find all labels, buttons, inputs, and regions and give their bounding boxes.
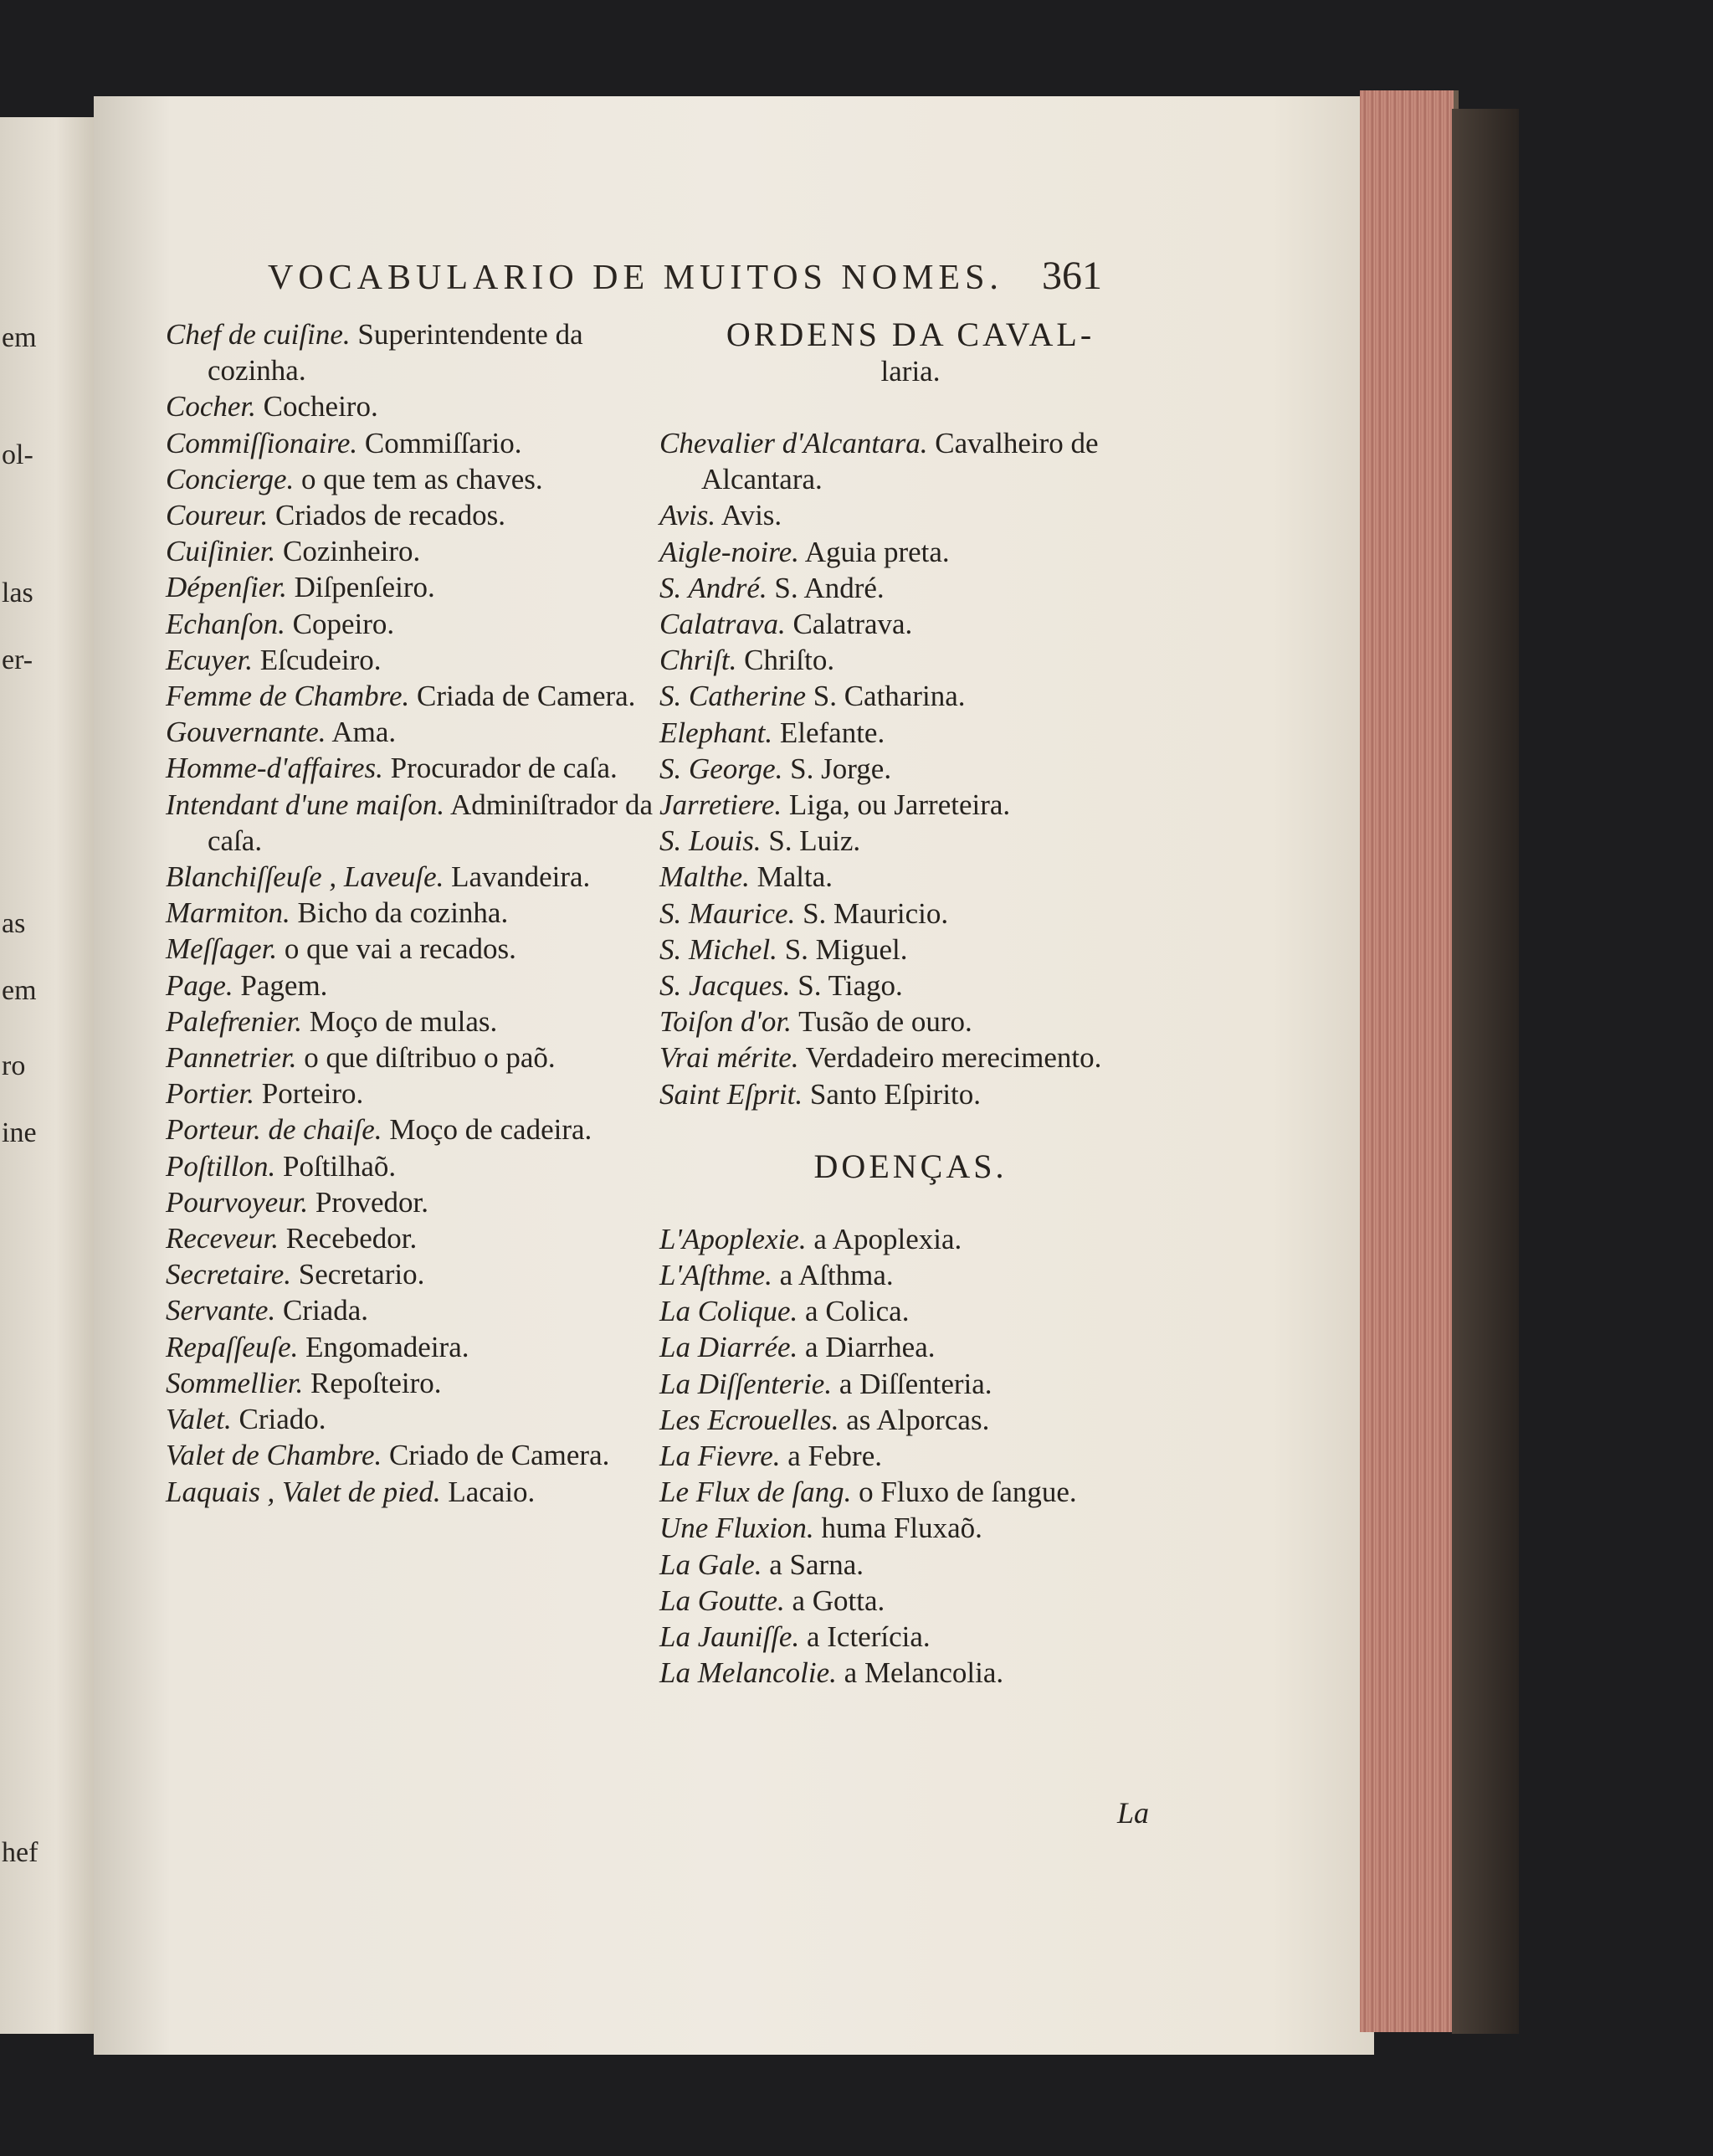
vocabulary-entry [659,1329,1162,1365]
vocabulary-entry [659,425,1162,497]
portuguese-term: S. Jorge. [790,752,892,785]
vocabulary-entry [659,1221,1162,1257]
french-term: S. Louis. [659,824,762,858]
vocabulary-entry [659,642,1162,678]
french-term: Gouvernante. [166,716,326,749]
vocabulary-entry [166,678,659,714]
portuguese-term: Moço de mulas. [309,1004,498,1038]
portuguese-term: Pagem. [240,968,328,1002]
french-term: Blanchiſſeuſe , Laveuſe. [166,860,444,894]
vocabulary-entry [659,1474,1162,1510]
vocabulary-entry [166,1220,659,1256]
french-term: Les Ecrouelles. [659,1403,839,1436]
french-term: Portier. [166,1077,254,1111]
vocabulary-entry [659,606,1162,642]
doencas-list [659,1221,1162,1691]
vocabulary-entry [166,606,659,642]
vocabulary-entry [166,316,659,388]
portuguese-term: Superintendente da cozinha. [208,318,583,388]
portuguese-term: o Fluxo de ſangue. [859,1476,1077,1509]
french-term: Repaſſeuſe. [166,1330,299,1363]
vocabulary-entry [166,461,659,497]
facing-page-fragment: as [2,908,26,939]
french-term: Palefrenier. [166,1004,302,1038]
portuguese-term: Lacaio. [448,1475,536,1508]
portuguese-term: Eſcudeiro. [259,643,382,676]
french-term: Commiſſionaire. [166,426,358,459]
vocabulary-entry [659,896,1162,932]
portuguese-term: Criada de Camera. [417,680,636,713]
french-term: Toiſon d'or. [659,1005,792,1039]
french-term: La Jauniſſe. [659,1620,800,1654]
facing-page-fragment: em [2,322,37,353]
vocabulary-entry [659,932,1162,968]
ordens-list [659,425,1162,1112]
french-term: Homme-d'affaires. [166,752,383,785]
left-column [166,316,659,1510]
vocabulary-entry [166,1474,659,1510]
vocabulary-entry [166,1256,659,1292]
vocabulary-entry [659,678,1162,714]
facing-page-fragment: ol- [2,439,33,470]
vocabulary-entry [659,1293,1162,1329]
vocabulary-entry [166,1401,659,1437]
french-term: La Fievre. [659,1440,781,1473]
french-term: Malthe. [659,860,750,894]
portuguese-term: a Apoplexia. [813,1222,962,1255]
vocabulary-entry [659,1040,1162,1075]
french-term: Une Fluxion. [659,1512,814,1545]
portuguese-term: Recebedor. [285,1222,418,1255]
french-term: La Colique. [659,1295,798,1328]
portuguese-term: Avis. [721,499,782,532]
vocabulary-entry [166,533,659,569]
portuguese-term: Criado. [238,1403,326,1436]
french-term: La Diarrée. [659,1331,798,1364]
french-term: S. Jacques. [659,969,791,1003]
portuguese-term: Procurador de caſa. [390,752,618,785]
portuguese-term: Criado de Camera. [389,1439,610,1472]
vocabulary-entry [166,895,659,931]
portuguese-term: S. Mauricio. [803,896,949,930]
portuguese-term: Elefante. [779,716,885,749]
french-term: Chevalier d'Alcantara. [659,427,928,459]
portuguese-term: Porteiro. [261,1077,364,1111]
portuguese-term: as Alporcas. [846,1403,990,1436]
french-term: Intendant d'une maiſon. [166,788,445,821]
french-term: Chriſt. [659,644,737,677]
french-term: Meſſager. [166,932,278,966]
french-term: Valet. [166,1403,232,1436]
facing-page-fragment: hef [2,1837,38,1868]
vocabulary-entry [166,1004,659,1040]
facing-page-fragment: ine [2,1117,37,1148]
vocabulary-entry [659,823,1162,859]
french-term: Porteur. de chaiſe. [166,1113,382,1147]
portuguese-term: Repoſteiro. [310,1366,442,1399]
facing-page-fragment: las [2,578,33,608]
french-term: Le Flux de ſang. [659,1476,852,1509]
french-term: Dépenſier. [166,571,287,604]
vocabulary-entry [166,1040,659,1075]
vocabulary-entry [166,787,659,859]
french-term: La Diſſenterie. [659,1367,833,1400]
portuguese-term: huma Fluxaõ. [821,1512,982,1545]
portuguese-term: Tusão de ouro. [798,1005,972,1039]
catchword: La [1117,1796,1150,1830]
portuguese-term: Cocheiro. [263,390,378,424]
vocabulary-entry [166,425,659,461]
french-term: La Melancolie. [659,1656,837,1690]
french-term: L'Aſthme. [659,1259,772,1292]
french-term: S. Michel. [659,932,777,966]
portuguese-term: Liga, ou Jarreteira. [788,788,1011,822]
vocabulary-entry [659,1004,1162,1040]
vocabulary-entry [166,714,659,750]
vocabulary-entry [659,1655,1162,1691]
vocabulary-entry [659,534,1162,570]
portuguese-term: Cavalheiro de Alcantara. [701,427,1099,496]
vocabulary-entry [659,1366,1162,1402]
running-head: VOCABULARIO DE MUITOS NOMES. [268,259,1003,297]
french-term: S. André. [659,571,767,604]
vocabulary-entry [659,497,1162,533]
vocabulary-entry [166,1148,659,1184]
french-term: Cuiſinier. [166,535,276,568]
vocabulary-entry [166,931,659,967]
french-term: Femme de Chambre. [166,680,410,713]
french-term: Valet de Chambre. [166,1439,382,1472]
french-term: Pourvoyeur. [166,1185,309,1219]
portuguese-term: Moço de cadeira. [389,1113,592,1147]
vocabulary-entry [166,968,659,1004]
french-term: Pannetrier. [166,1041,297,1075]
binding-shadow [1452,109,1519,2034]
portuguese-term: S. Catharina. [813,680,966,713]
vocabulary-entry [659,787,1162,823]
portuguese-term: Diſpenſeiro. [294,571,435,604]
portuguese-term: a Colica. [805,1295,910,1328]
vocabulary-entry [659,1547,1162,1583]
portuguese-term: o que vai a recados. [284,932,516,966]
french-term: Jarretiere. [659,788,782,822]
portuguese-term: Aguia preta. [804,535,950,568]
french-term: Vrai mérite. [659,1041,799,1075]
portuguese-term: Verdadeiro merecimento. [805,1041,1102,1075]
portuguese-term: Bicho da cozinha. [297,896,509,930]
french-term: S. Maurice. [659,896,796,930]
french-term: L'Apoplexie. [659,1222,807,1255]
portuguese-term: a Gotta. [792,1584,885,1617]
ordens-heading-cont: laria. [880,355,941,388]
french-term: Ecuyer. [166,643,253,676]
vocabulary-entry [166,1111,659,1147]
french-term: Saint Eſprit. [659,1077,803,1111]
french-term: S. Catherine [659,680,806,713]
vocabulary-entry [659,1076,1162,1112]
portuguese-term: S. Luiz. [768,824,861,858]
facing-page-edge [0,117,94,2034]
portuguese-term: Commiſſario. [364,426,522,459]
page-block-edge [1360,90,1459,2032]
portuguese-term: S. Miguel. [784,932,908,966]
vocabulary-entry [166,1437,659,1473]
french-term: Cocher. [166,390,256,424]
vocabulary-entry [659,1510,1162,1546]
vocabulary-entry [166,750,659,786]
page-number: 361 [1042,254,1102,298]
portuguese-term: Poſtilhaõ. [283,1149,397,1183]
french-term: Calatrava. [659,608,786,641]
french-term: Receveur. [166,1222,280,1255]
vocabulary-entry [659,1583,1162,1619]
portuguese-term: Secretario. [298,1258,425,1291]
vocabulary-entry [659,1619,1162,1655]
vocabulary-entry [166,1292,659,1328]
french-term: Secretaire. [166,1258,291,1291]
facing-page-fragment: er- [2,644,33,675]
ordens-heading: ORDENS DA CAVAL- [726,316,1095,353]
french-term: Concierge. [166,462,295,495]
vocabulary-entry [166,859,659,895]
portuguese-term: Criados de recados. [274,499,505,532]
vocabulary-entry [166,388,659,424]
portuguese-term: o que diſtribuo o paõ. [304,1041,556,1075]
french-term: Laquais , Valet de pied. [166,1475,441,1508]
french-term: La Goutte. [659,1584,785,1617]
facing-page-fragment: ro [2,1050,26,1081]
portuguese-term: Santo Eſpirito. [809,1077,982,1111]
french-term: Marmiton. [166,896,290,930]
portuguese-term: a Melancolia. [844,1656,1004,1690]
vocabulary-entry [166,497,659,533]
french-term: S. George. [659,752,783,785]
facing-page-fragment: em [2,975,37,1006]
portuguese-term: Calatrava. [792,608,913,641]
portuguese-term: Engomadeira. [305,1330,469,1363]
vocabulary-entry [659,1402,1162,1438]
portuguese-term: a Sarna. [769,1548,864,1581]
french-term: La Gale. [659,1548,762,1581]
portuguese-term: Ama. [331,716,397,749]
vocabulary-entry [659,1438,1162,1474]
vocabulary-entry [166,1365,659,1401]
right-column [659,316,1162,1691]
french-term: Aigle-noire. [659,535,799,568]
portuguese-term: S. André. [774,571,885,604]
french-term: Poſtillon. [166,1149,276,1183]
portuguese-term: Cozinheiro. [283,535,421,568]
vocabulary-entry [166,1329,659,1365]
vocabulary-entry [659,1257,1162,1293]
portuguese-term: a Diarrhea. [805,1331,936,1364]
french-term: Servante. [166,1294,276,1327]
portuguese-term: Malta. [756,860,833,894]
portuguese-term: Provedor. [315,1185,428,1219]
vocabulary-entry [166,1075,659,1111]
portuguese-term: Copeiro. [292,607,395,640]
vocabulary-entry [166,1184,659,1220]
portuguese-term: a Diſſenteria. [839,1367,992,1400]
french-term: Page. [166,968,233,1002]
portuguese-term: a Febre. [787,1440,882,1473]
vocabulary-entry [659,570,1162,606]
vocabulary-entry [659,859,1162,895]
vocabulary-entry [166,642,659,678]
portuguese-term: Adminiſtrador da caſa. [208,788,653,857]
french-term: Chef de cuiſine. [166,318,351,351]
vocabulary-entry [659,751,1162,787]
vocabulary-entry [659,715,1162,751]
vocabulary-entry [166,569,659,605]
portuguese-term: S. Tiago. [798,969,903,1003]
portuguese-term: a Aſthma. [779,1259,894,1292]
french-term: Coureur. [166,499,269,532]
vocabulary-entry [659,968,1162,1004]
portuguese-term: o que tem as chaves. [301,462,543,495]
french-term: Echanſon. [166,607,285,640]
portuguese-term: Lavandeira. [451,860,591,894]
french-term: Elephant. [659,716,773,749]
french-term: Sommellier. [166,1366,304,1399]
portuguese-term: Chriſto. [744,644,835,677]
portuguese-term: Criada. [282,1294,368,1327]
portuguese-term: a Icterícia. [806,1620,931,1654]
doencas-heading: DOENÇAS. [813,1147,1008,1185]
french-term: Avis. [659,499,716,532]
